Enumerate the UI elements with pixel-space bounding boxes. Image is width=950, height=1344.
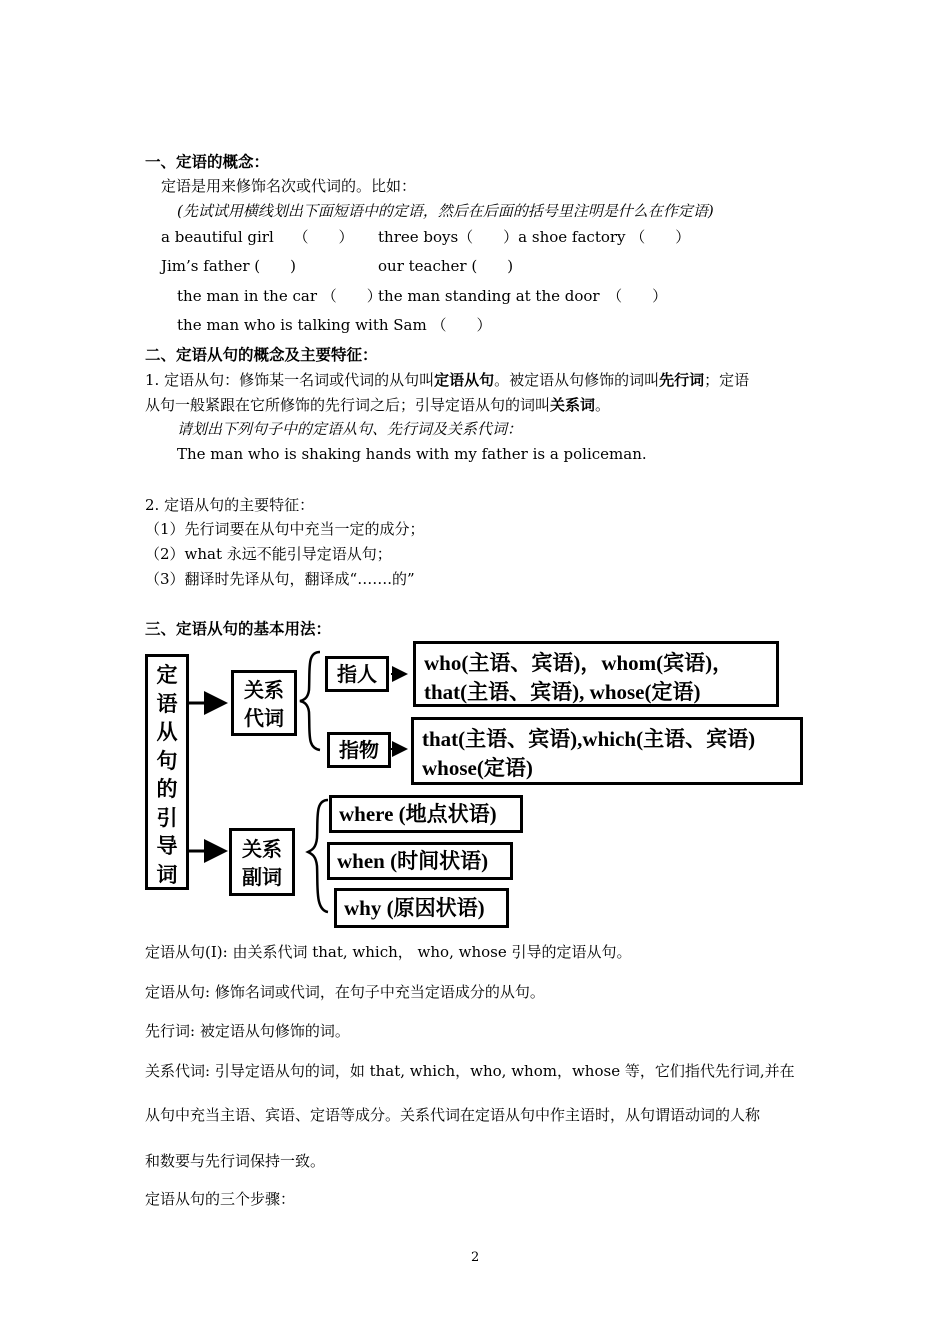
- steps-title: 定语从句的三个步骤：: [145, 1190, 296, 1208]
- definition-line: 从句中充当主语、宾语、定语等成分。关系代词在定语从句中作主语时，从句谓语动词的人称: [145, 1106, 761, 1124]
- section2-heading: 二、定语从句的概念及主要特征：: [145, 346, 378, 364]
- page-number: 2: [471, 1250, 480, 1265]
- person-pronouns-box: who(主语、宾语)，whom(宾语)， that(主语、宾语), whose(定语): [413, 641, 779, 707]
- term-antecedent: 先行词: [659, 371, 705, 389]
- example-phrase: the man standing at the door （ ）: [378, 287, 668, 305]
- section1-intro: 定语是用来修饰名次或代词的。比如：: [161, 177, 417, 195]
- definition-line: 和数要与先行词保持一致。: [145, 1152, 326, 1170]
- section1-instruction: (先试试用横线划出下面短语中的定语，然后在后面的括号里注明是什么在作定语): [177, 202, 714, 220]
- example-phrase: our teacher ( ): [378, 257, 514, 275]
- example-phrase: a beautiful girl （ ）: [161, 228, 354, 246]
- brace-pronoun: [300, 652, 320, 750]
- section2-instruction: 请划出下列句子中的定语从句、先行词及关系代词：: [177, 420, 523, 438]
- brace-adverb: [308, 800, 328, 912]
- term-relative-word: 关系词: [550, 396, 596, 414]
- definition-line: 关系代词: 引导定语从句的词，如 that, which，who, whom，whose 等，它们指代先行词,并在: [145, 1062, 795, 1080]
- example-phrase: Jim’s father ( ): [161, 257, 296, 275]
- when-box: when (时间状语): [327, 842, 513, 880]
- example-phrase: the man who is talking with Sam （ ）: [177, 316, 492, 334]
- where-box: where (地点状语): [329, 795, 523, 833]
- thing-box: 指物: [327, 732, 391, 768]
- definition-line: 先行词: 被定语从句修饰的词。: [145, 1022, 350, 1040]
- example-phrase: three boys（ ）a shoe factory （ ）: [378, 228, 691, 246]
- feature-item: （3）翻译时先译从句，翻译成“…….的”: [145, 570, 415, 588]
- section2-example-sentence: The man who is shaking hands with my father is a policeman.: [177, 445, 647, 463]
- feature-item: （1）先行词要在从句中充当一定的成分；: [145, 520, 425, 538]
- section2-para-line1: 1. 定语从句：修饰某一名词或代词的从句叫定语从句。被定语从句修饰的词叫先行词；定语: [145, 371, 750, 389]
- definition-line: 定语从句: 修饰名词或代词，在句子中充当定语成分的从句。: [145, 983, 545, 1001]
- example-phrase: the man in the car （ ）: [177, 287, 382, 305]
- term-attributive-clause: 定语从句: [434, 371, 495, 389]
- section3-heading: 三、定语从句的基本用法：: [145, 620, 332, 638]
- feature-item: （2）what 永远不能引导定语从句；: [145, 545, 392, 563]
- person-box: 指人: [325, 656, 389, 692]
- thing-pronouns-box: that(主语、宾语),which(主语、宾语) whose(定语): [411, 717, 803, 785]
- root-box-relative-words: 定 语 从 句 的 引 导 词: [145, 654, 189, 890]
- features-title: 2. 定语从句的主要特征：: [145, 496, 315, 514]
- section1-heading: 一、定语的概念：: [145, 153, 270, 171]
- section2-para-line2: 从句一般紧跟在它所修饰的先行词之后；引导定语从句的词叫关系词。: [145, 396, 611, 414]
- relative-adverb-box: 关系 副词: [229, 828, 295, 896]
- why-box: why (原因状语): [334, 888, 509, 928]
- relative-pronoun-box: 关系 代词: [231, 670, 297, 736]
- definition-line: 定语从句(I): 由关系代词 that, which， who, whose 引导的定语从句。: [145, 943, 632, 961]
